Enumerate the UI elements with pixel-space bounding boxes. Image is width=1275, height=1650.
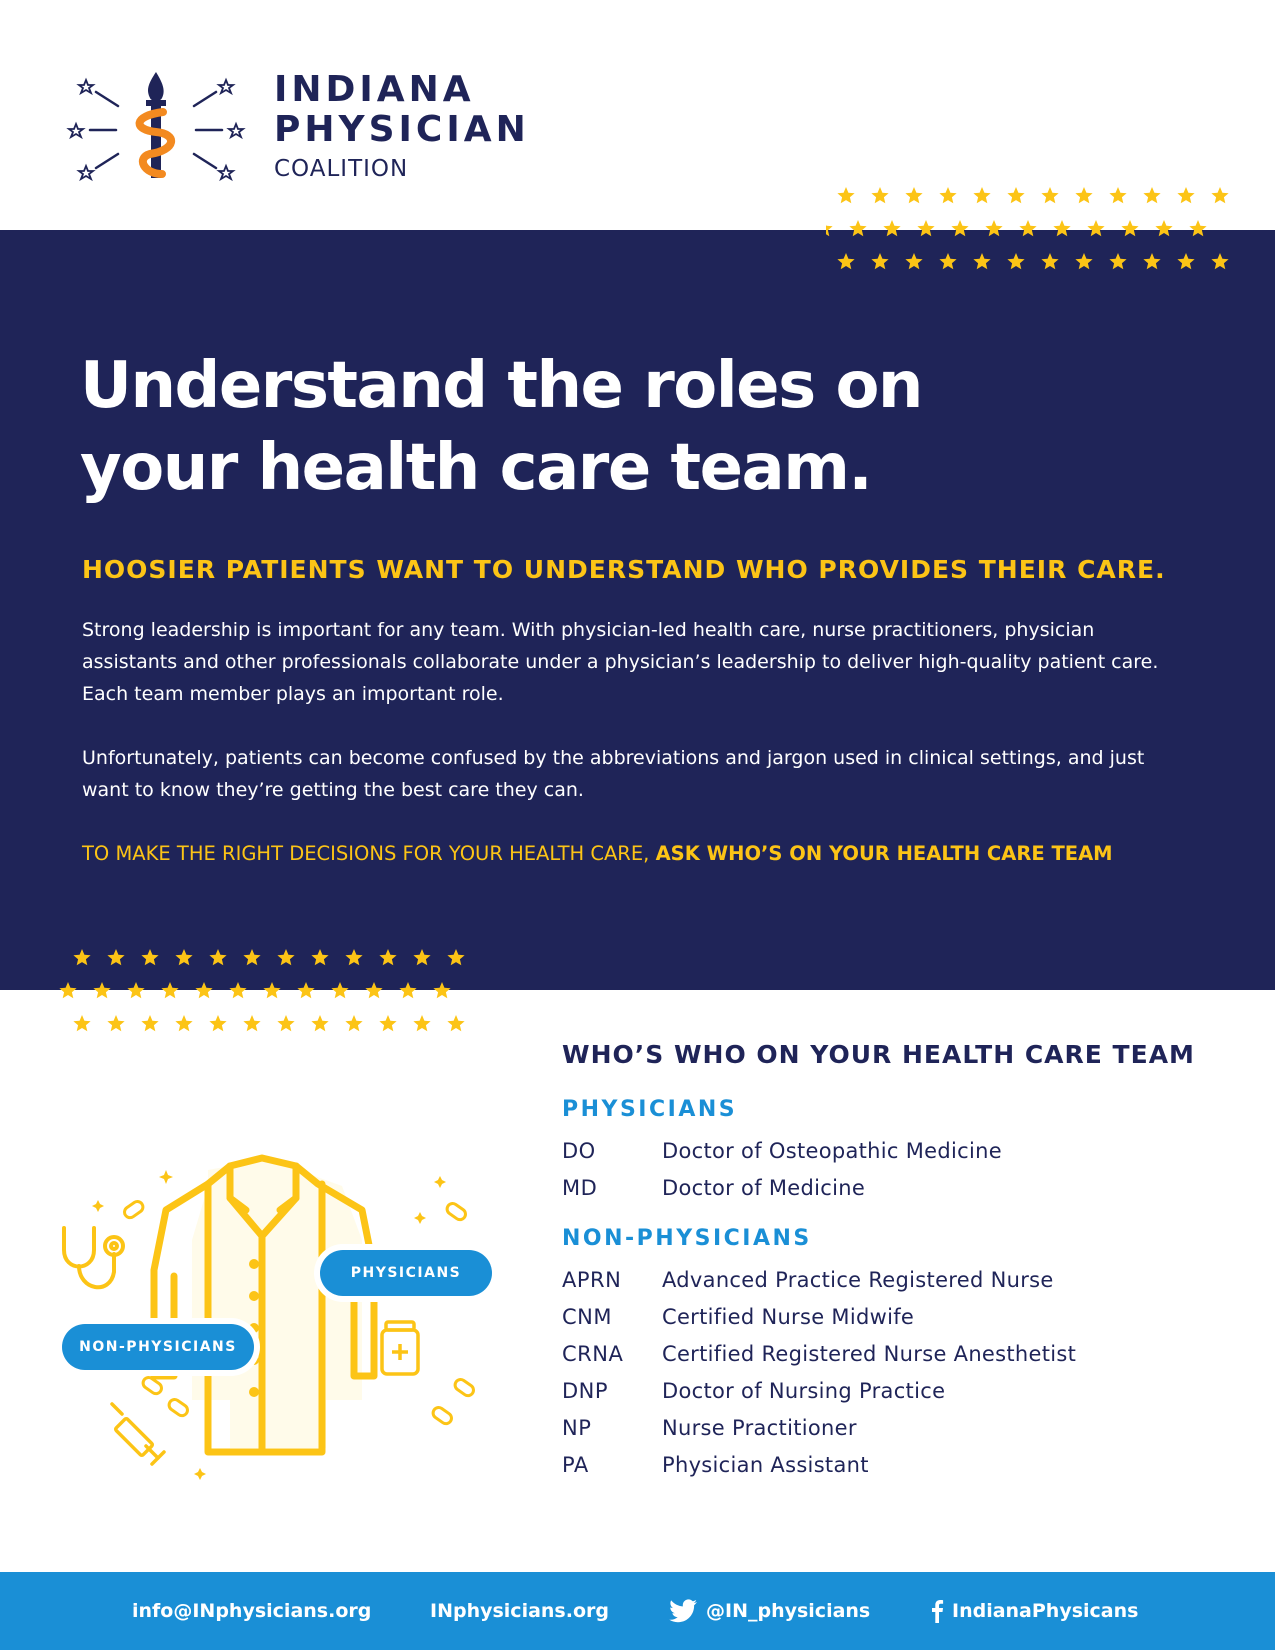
- torch-caduceus-logo-icon: [66, 70, 246, 190]
- star-icon: [1189, 220, 1206, 236]
- footer-website-link[interactable]: [430, 1572, 609, 1650]
- star-icon: [413, 1015, 430, 1031]
- star-icon: [311, 949, 328, 965]
- star-icon: [1177, 253, 1194, 269]
- hero-panel: [0, 230, 1275, 990]
- lab-coat-illustration-icon: [50, 1150, 510, 1490]
- twitter-bird-icon: [668, 1599, 698, 1623]
- cta-regular: TO MAKE THE RIGHT DECISIONS FOR YOUR HEALTH CARE,: [82, 842, 656, 865]
- non-physicians-list: [562, 1261, 1222, 1483]
- star-icon: [311, 1015, 328, 1031]
- page-title-line1: Understand the roles on: [80, 349, 922, 423]
- cta-bold: ASK WHO’S ON YOUR HEALTH CARE TEAM: [655, 842, 1113, 865]
- role-full-name: Nurse Practitioner: [662, 1415, 857, 1440]
- star-icon: [849, 220, 866, 236]
- role-abbreviation: NP: [562, 1415, 592, 1440]
- star-icon: [1109, 253, 1126, 269]
- physicians-label-pill: PHYSICIANS: [320, 1250, 492, 1296]
- logo-line-coalition: COALITION: [274, 156, 409, 182]
- star-icon: [1007, 187, 1024, 203]
- logo-line-indiana: INDIANA: [274, 69, 475, 110]
- star-icon: [195, 982, 212, 998]
- footer-website-text: INphysicians.org: [430, 1600, 609, 1622]
- role-full-name: Physician Assistant: [662, 1452, 869, 1477]
- footer-twitter-link[interactable]: [668, 1572, 870, 1650]
- star-icon: [73, 949, 90, 965]
- star-icon: [871, 187, 888, 203]
- star-icon: [1075, 187, 1092, 203]
- star-pattern-bottom-left-icon: [56, 944, 476, 1040]
- star-icon: [939, 187, 956, 203]
- intro-paragraph-2: Unfortunately, patients can become confused by the abbreviations and jargon used in clinical settings, and just want to know they’re getting the best care they can.: [82, 747, 1145, 801]
- star-icon: [243, 949, 260, 965]
- star-icon: [141, 949, 158, 965]
- role-abbreviation: CRNA: [562, 1341, 624, 1366]
- team-glossary-title: WHO’S WHO ON YOUR HEALTH CARE TEAM: [562, 1040, 1195, 1069]
- star-icon: [277, 949, 294, 965]
- physicians-list: [562, 1132, 1222, 1206]
- star-icon: [379, 949, 396, 965]
- physicians-heading: PHYSICIANS: [562, 1097, 738, 1122]
- star-icon: [1143, 187, 1160, 203]
- star-icon: [1041, 187, 1058, 203]
- role-full-name: Doctor of Medicine: [662, 1175, 866, 1200]
- star-icon: [73, 1015, 90, 1031]
- star-icon: [93, 982, 110, 998]
- role-abbreviation: PA: [562, 1452, 589, 1477]
- logo-wordmark: [274, 70, 530, 186]
- star-icon: [243, 1015, 260, 1031]
- list-item: [562, 1409, 1222, 1446]
- list-item: [562, 1446, 1222, 1483]
- star-icon: [141, 1015, 158, 1031]
- list-item: [562, 1261, 1222, 1298]
- footer-email-text: info@INphysicians.org: [132, 1600, 372, 1622]
- star-icon: [973, 253, 990, 269]
- role-full-name: Certified Nurse Midwife: [662, 1304, 915, 1329]
- star-icon: [345, 949, 362, 965]
- star-icon: [399, 982, 416, 998]
- star-icon: [1075, 253, 1092, 269]
- role-full-name: Doctor of Osteopathic Medicine: [662, 1138, 1002, 1163]
- star-icon: [905, 187, 922, 203]
- star-icon: [59, 982, 76, 998]
- star-icon: [1155, 220, 1172, 236]
- star-icon: [951, 220, 968, 236]
- list-item: [562, 1335, 1222, 1372]
- star-icon: [161, 982, 178, 998]
- star-icon: [297, 982, 314, 998]
- role-full-name: Doctor of Nursing Practice: [662, 1378, 946, 1403]
- list-item: [562, 1169, 1222, 1206]
- footer-facebook-text: IndianaPhysicans: [952, 1600, 1139, 1622]
- star-pattern-top-right-icon: [826, 182, 1236, 278]
- intro-paragraph-1: Strong leadership is important for any team. With physician-led health care, nurse practitioners, physician assistants and other professionals collaborate under a physician’s leadership to deliver high-quality patient care. Each team member plays an important role.: [82, 619, 1159, 705]
- star-icon: [229, 982, 246, 998]
- team-glossary: [562, 1040, 1222, 1483]
- star-icon: [1019, 220, 1036, 236]
- role-abbreviation: CNM: [562, 1304, 612, 1329]
- star-icon: [433, 982, 450, 998]
- non-physicians-label-pill: NON-PHYSICIANS: [62, 1324, 254, 1370]
- role-full-name: Certified Registered Nurse Anesthetist: [662, 1341, 1077, 1366]
- hero-subheading: HOOSIER PATIENTS WANT TO UNDERSTAND WHO PROVIDES THEIR CARE.: [82, 555, 1166, 584]
- star-icon: [331, 982, 348, 998]
- star-icon: [871, 253, 888, 269]
- call-to-action: [82, 842, 1113, 865]
- star-icon: [413, 949, 430, 965]
- star-icon: [1211, 253, 1228, 269]
- footer-facebook-link[interactable]: [930, 1572, 1138, 1650]
- role-abbreviation: DNP: [562, 1378, 609, 1403]
- footer-email-link[interactable]: [132, 1572, 371, 1650]
- star-icon: [905, 253, 922, 269]
- facebook-icon: [930, 1599, 944, 1623]
- role-abbreviation: MD: [562, 1175, 598, 1200]
- star-icon: [107, 1015, 124, 1031]
- star-icon: [1109, 187, 1126, 203]
- star-icon: [365, 982, 382, 998]
- star-icon: [107, 949, 124, 965]
- star-icon: [917, 220, 934, 236]
- logo-line-physician: PHYSICIAN: [274, 109, 530, 150]
- star-icon: [1087, 220, 1104, 236]
- footer-twitter-text: @IN_physicians: [706, 1600, 871, 1622]
- list-item: [562, 1298, 1222, 1335]
- role-full-name: Advanced Practice Registered Nurse: [662, 1267, 1054, 1292]
- star-icon: [1041, 253, 1058, 269]
- star-icon: [973, 187, 990, 203]
- star-icon: [277, 1015, 294, 1031]
- star-icon: [837, 253, 854, 269]
- role-abbreviation: APRN: [562, 1267, 622, 1292]
- star-icon: [1211, 187, 1228, 203]
- star-icon: [263, 982, 280, 998]
- star-icon: [345, 1015, 362, 1031]
- star-icon: [826, 220, 833, 236]
- star-icon: [175, 1015, 192, 1031]
- star-icon: [447, 949, 464, 965]
- page-title: [80, 345, 1080, 509]
- star-icon: [1007, 253, 1024, 269]
- star-icon: [1177, 187, 1194, 203]
- star-icon: [209, 1015, 226, 1031]
- star-icon: [939, 253, 956, 269]
- star-icon: [209, 949, 226, 965]
- star-icon: [127, 982, 144, 998]
- star-icon: [883, 220, 900, 236]
- list-item: [562, 1372, 1222, 1409]
- star-icon: [985, 220, 1002, 236]
- list-item: [562, 1132, 1222, 1169]
- non-physicians-heading: NON-PHYSICIANS: [562, 1226, 812, 1251]
- star-icon: [1143, 253, 1160, 269]
- star-icon: [1053, 220, 1070, 236]
- page-title-line2: your health care team.: [80, 431, 872, 505]
- star-icon: [837, 187, 854, 203]
- star-icon: [1121, 220, 1138, 236]
- role-abbreviation: DO: [562, 1138, 596, 1163]
- star-icon: [175, 949, 192, 965]
- footer-bar: [0, 1572, 1275, 1650]
- star-icon: [379, 1015, 396, 1031]
- star-icon: [447, 1015, 464, 1031]
